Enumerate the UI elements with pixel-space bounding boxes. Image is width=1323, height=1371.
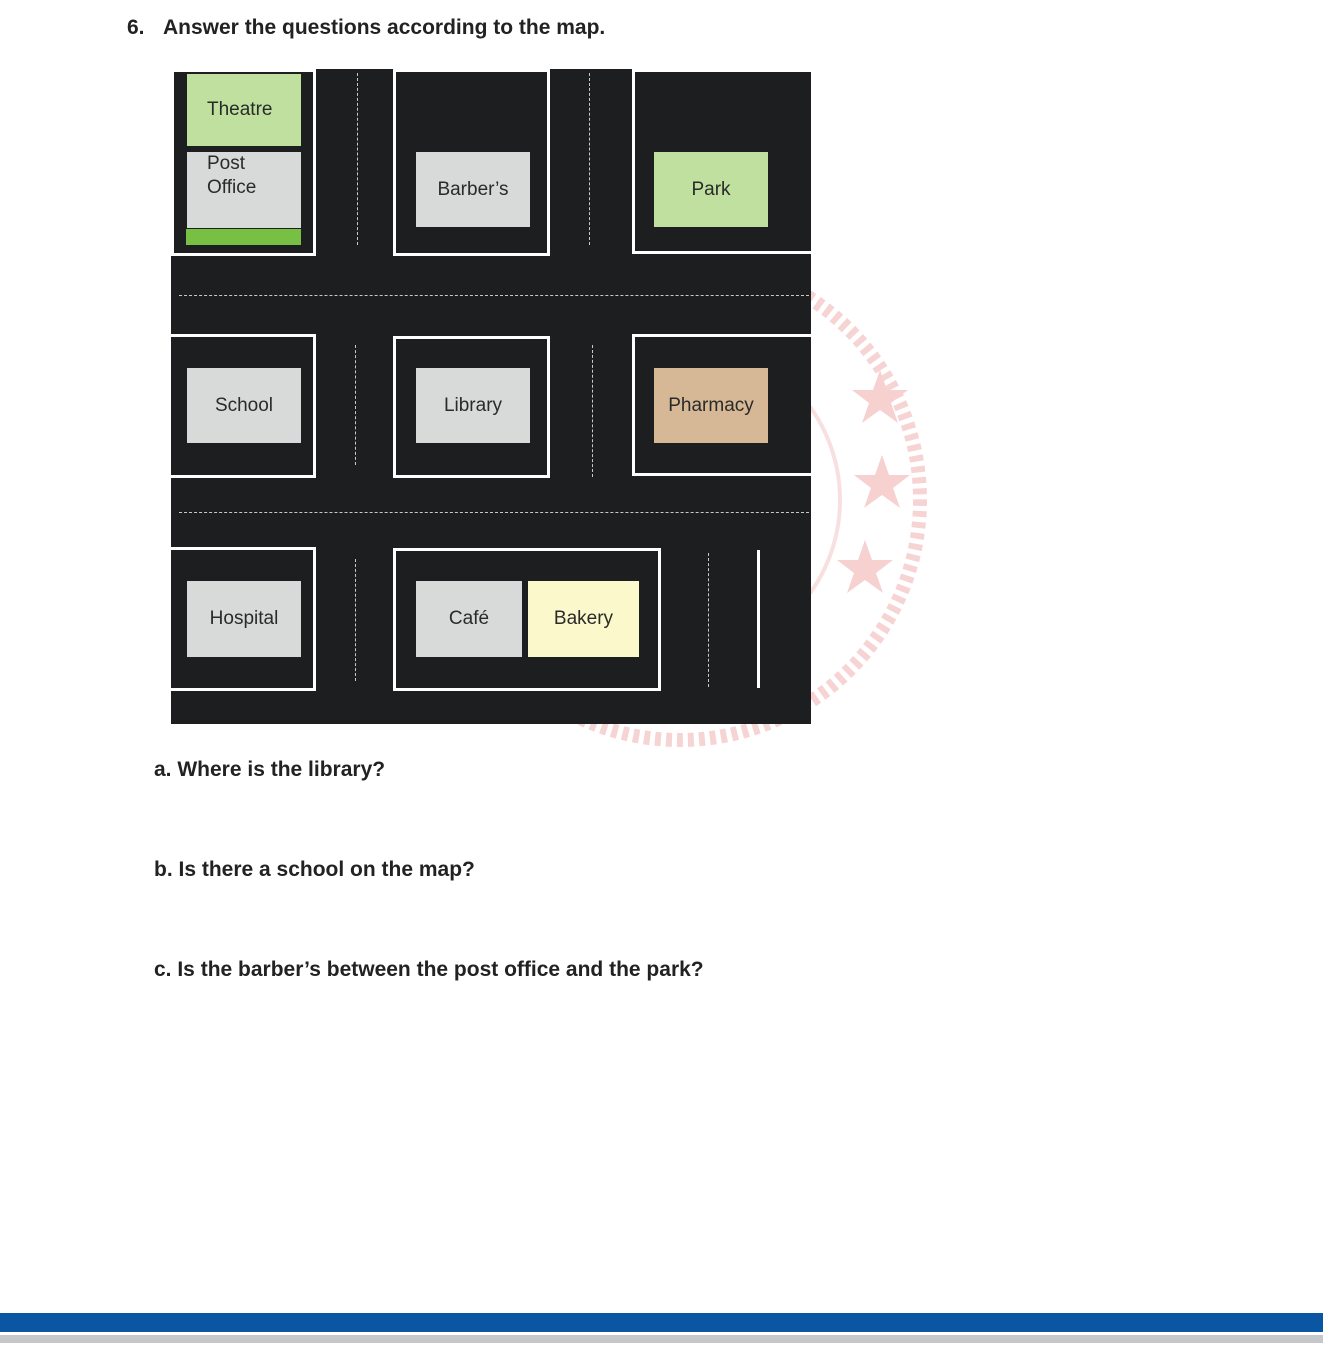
exercise-heading — [127, 16, 605, 40]
pharmacy-label: Pharmacy — [668, 394, 754, 416]
question-b: b. Is there a school on the map? — [154, 858, 475, 881]
library-label: Library — [443, 394, 503, 416]
library-building — [416, 368, 530, 443]
lane-divider-v6 — [708, 553, 709, 687]
lane-divider-v4 — [592, 345, 593, 477]
town-map — [171, 69, 811, 724]
school-label: School — [214, 394, 274, 416]
hospital-building — [187, 581, 301, 657]
lane-divider-v2 — [589, 73, 590, 245]
park-area — [654, 152, 768, 227]
hospital-label: Hospital — [209, 608, 279, 629]
theatre-label: Theatre — [207, 99, 273, 120]
barbers-building — [416, 152, 530, 227]
cafe-label: Café — [448, 608, 490, 629]
post-office-label-line2: Office — [207, 177, 257, 198]
lawn-strip — [186, 229, 301, 245]
lane-divider-v3 — [355, 345, 356, 465]
park-label: Park — [691, 178, 731, 200]
cafe-building — [416, 581, 522, 657]
pharmacy-building — [654, 368, 768, 443]
lane-divider-v5 — [355, 559, 356, 681]
exercise-instruction: Answer the questions according to the map. — [163, 16, 606, 39]
lane-divider-h1 — [179, 295, 809, 296]
theatre-building — [187, 74, 301, 146]
post-office-building — [187, 152, 301, 228]
lane-divider-h2 — [179, 512, 809, 513]
school-building — [187, 368, 301, 443]
post-office-label-line1: Post — [207, 153, 246, 174]
bakery-building — [528, 581, 639, 657]
question-a: a. Where is the library? — [154, 758, 386, 781]
footer-rule — [0, 1335, 1323, 1343]
barbers-label: Barber’s — [437, 178, 509, 200]
exercise-number: 6. — [127, 16, 145, 39]
lane-divider-v1 — [357, 73, 358, 245]
footer-band — [0, 1313, 1323, 1332]
road-edge-line — [757, 550, 760, 688]
bakery-label: Bakery — [553, 608, 614, 629]
question-c: c. Is the barber’s between the post office and the park? — [154, 958, 704, 981]
